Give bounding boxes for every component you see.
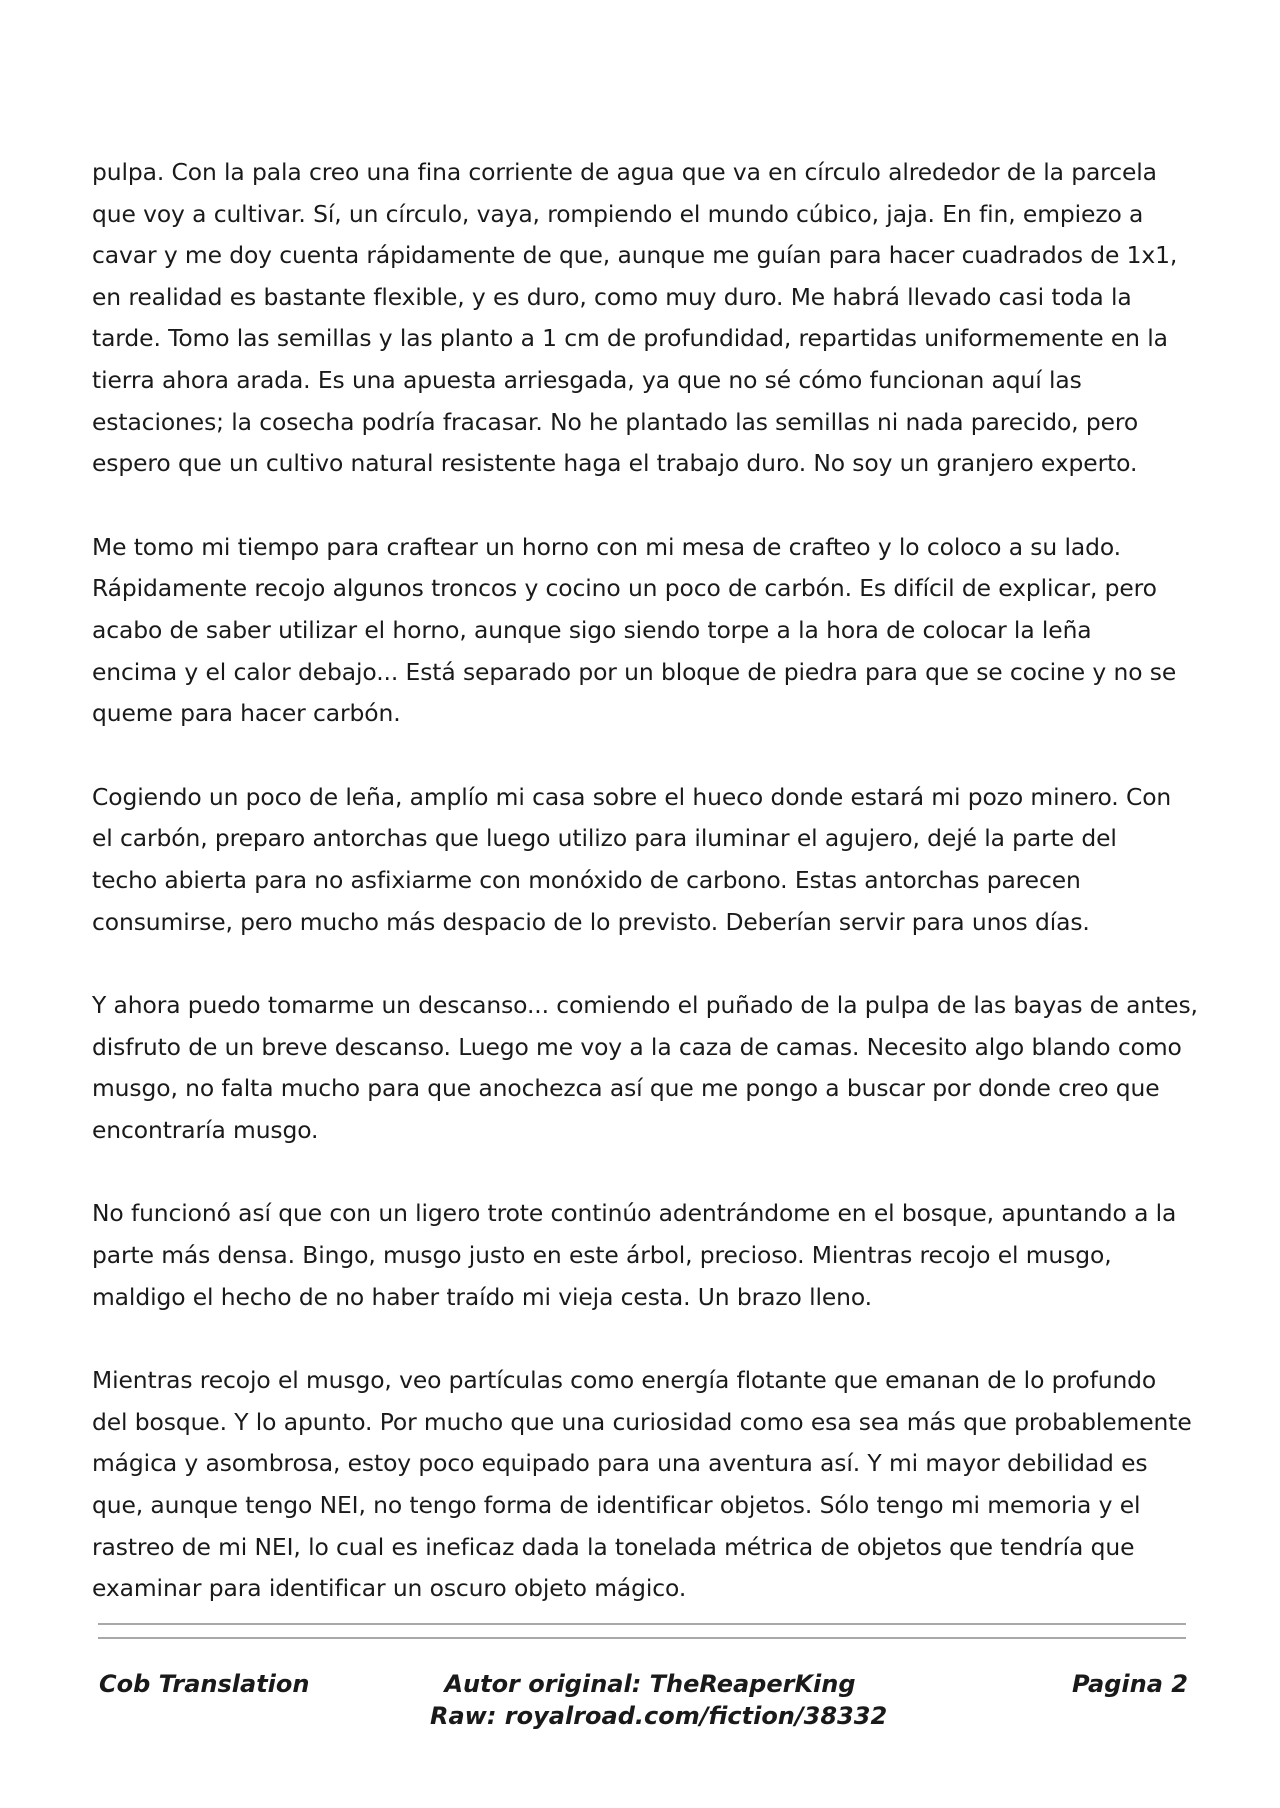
text-line: rastreo de mi NEI, lo cual es ineficaz dada la tonelada métrica de objetos que tendría que (92, 1532, 1135, 1561)
text-line: cavar y me doy cuenta rápidamente de que, aunque me guían para hacer cuadrados de 1x1, (92, 241, 1178, 270)
text-line: encima y el calor debajo... Está separado por un bloque de piedra para que se cocine y no se (92, 657, 1177, 686)
footer-raw-source: Raw: royalroad.com/fiction/38332 (430, 1702, 888, 1730)
text-line: pulpa. Con la pala creo una fina corriente de agua que va en círculo alrededor de la parcela (92, 158, 1157, 186)
footer-translator: Cob Translation (99, 1670, 310, 1698)
paragraph (92, 152, 1198, 485)
text-line: queme para hacer carbón. (92, 699, 401, 728)
text-line: Mientras recojo el musgo, veo partículas como energía flotante que emanan de lo profundo (92, 1366, 1157, 1395)
text-line: tarde. Tomo las semillas y las planto a 1 cm de profundidad, repartidas uniformemente en la (92, 324, 1168, 353)
text-line: Rápidamente recojo algunos troncos y cocino un poco de carbón. Es difícil de explicar, pero (92, 574, 1157, 603)
text-line: mágica y asombrosa, estoy poco equipado para una aventura así. Y mi mayor debilidad es (92, 1449, 1148, 1478)
text-line: en realidad es bastante flexible, y es duro, como muy duro. Me habrá llevado casi toda la (92, 282, 1132, 311)
text-line: estaciones; la cosecha podría fracasar. No he plantado las semillas ni nada parecido, pero (92, 407, 1139, 436)
text-line: Me tomo mi tiempo para craftear un horno con mi mesa de crafteo y lo coloco a su lado. (92, 532, 1121, 561)
body-text (92, 152, 1198, 1652)
footer-divider-top (98, 1623, 1186, 1625)
footer-page-number: Pagina 2 (1072, 1670, 1188, 1698)
text-line: Y ahora puedo tomarme un descanso... comiendo el puñado de la pulpa de las bayas de antes, (92, 991, 1198, 1020)
paragraph (92, 1193, 1198, 1318)
text-line: que voy a cultivar. Sí, un círculo, vaya, rompiendo el mundo cúbico, jaja. En fin, empiezo a (92, 199, 1144, 228)
text-line: encontraría musgo. (92, 1115, 319, 1144)
text-line: parte más densa. Bingo, musgo justo en este árbol, precioso. Mientras recojo el musgo, (92, 1241, 1112, 1270)
footer-author: Autor original: TheReaperKing (444, 1670, 856, 1698)
text-line: musgo, no falta mucho para que anochezca así que me pongo a buscar por donde creo que (92, 1074, 1160, 1103)
text-line: del bosque. Y lo apunto. Por mucho que una curiosidad como esa sea más que probablemente (92, 1407, 1192, 1436)
text-line: consumirse, pero mucho más despacio de lo previsto. Deberían servir para unos días. (92, 907, 1090, 936)
paragraph (92, 1360, 1198, 1610)
paragraph (92, 985, 1198, 1151)
footer-divider-bottom (98, 1637, 1186, 1639)
text-line: techo abierta para no asfixiarme con monóxido de carbono. Estas antorchas parecen (92, 865, 1081, 894)
paragraph (92, 777, 1198, 943)
text-line: el carbón, preparo antorchas que luego utilizo para iluminar el agujero, dejé la parte del (92, 824, 1117, 853)
text-line: No funcionó así que con un ligero trote continúo adentrándome en el bosque, apuntando a la (92, 1199, 1177, 1228)
text-line: disfruto de un breve descanso. Luego me voy a la caza de camas. Necesito algo blando como (92, 1032, 1182, 1061)
text-line: examinar para identificar un oscuro objeto mágico. (92, 1574, 687, 1603)
paragraph (92, 527, 1198, 735)
text-line: maldigo el hecho de no haber traído mi vieja cesta. Un brazo lleno. (92, 1282, 873, 1311)
text-line: Cogiendo un poco de leña, amplío mi casa sobre el hueco donde estará mi pozo minero. Con (92, 782, 1172, 811)
text-line: que, aunque tengo NEI, no tengo forma de identificar objetos. Sólo tengo mi memoria y el (92, 1491, 1141, 1520)
text-line: acabo de saber utilizar el horno, aunque sigo siendo torpe a la hora de colocar la leña (92, 615, 1092, 644)
text-line: tierra ahora arada. Es una apuesta arriesgada, ya que no sé cómo funcionan aquí las (92, 365, 1082, 394)
text-line: espero que un cultivo natural resistente haga el trabajo duro. No soy un granjero experto. (92, 449, 1138, 478)
